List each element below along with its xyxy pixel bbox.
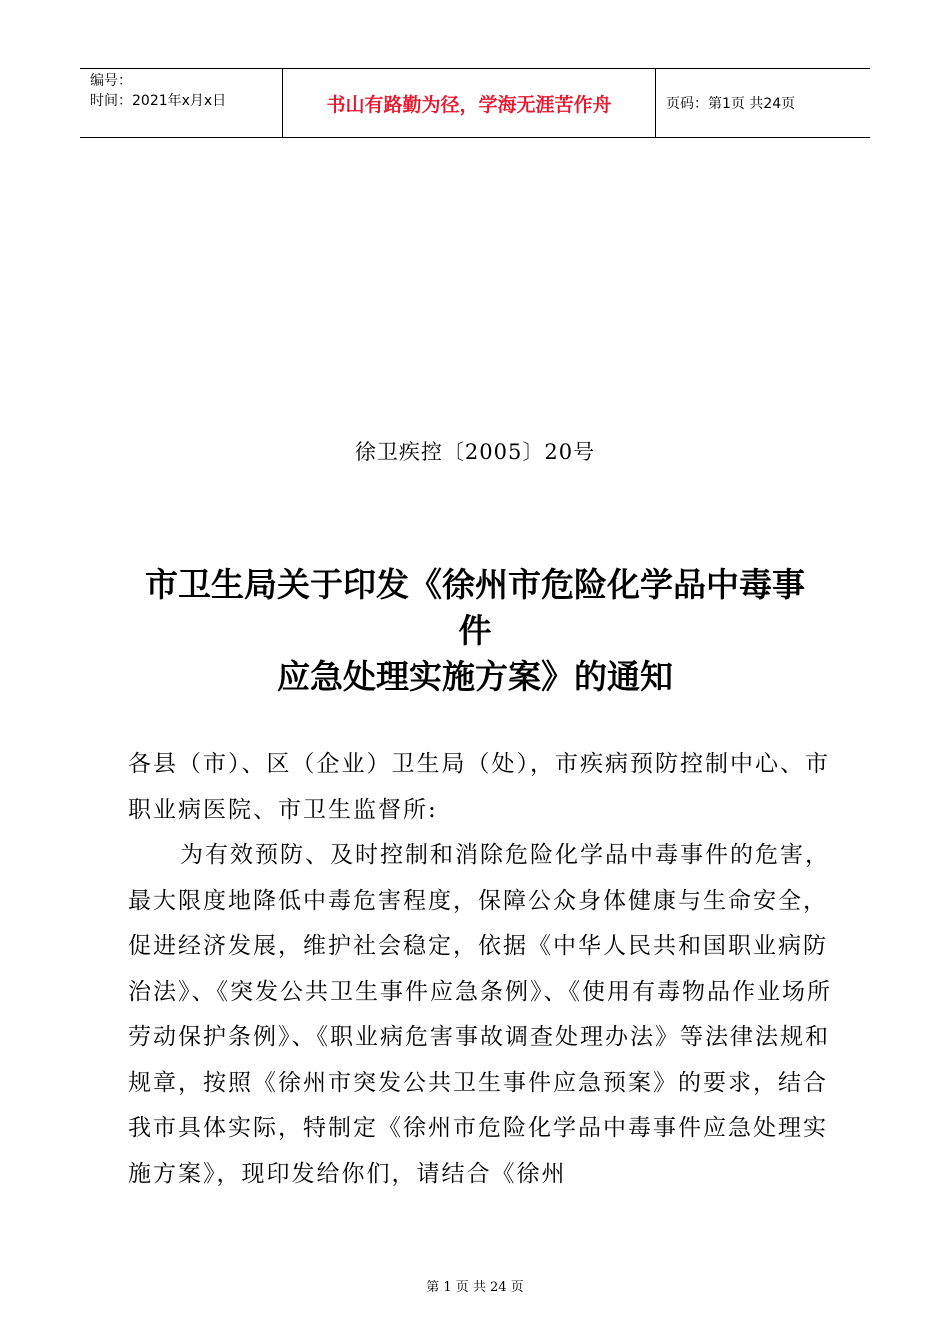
document-body [128,742,846,1197]
document-title [100,562,850,700]
page-footer: 第 1 页 共 24 页 [426,1280,524,1295]
title-line-1: 市卫生局关于印发《徐州市危险化学品中毒事 [145,565,805,604]
header-page-info: 页码：第1页 共24页 [666,96,796,112]
header-motto: 书山有路勤为径，学海无涯苦作舟 [282,69,656,137]
header-table [80,68,870,138]
title-line-2: 件 [458,611,492,650]
title-line-3: 应急处理实施方案》的通知 [277,657,673,696]
number-label: 编号： [90,73,132,89]
body-paragraph: 为有效预防、及时控制和消除危险化学品中毒事件的危害，最大限度地降低中毒危害程度，保障公众身体健康与生命安全，促进经济发展，维护社会稳定，依据《中华人民共和国职业病防治法》、《突发公共卫生事件应急条例》、《使用有毒物品作业场所劳动保护条例》、《职业病危害事故调查处理办法》等法律法规和规章，按照《徐州市突发公共卫生事件应急预案》的要求，结合我市具体实际，特制定《徐州市危险化学品中毒事件应急处理实施方案》，现印发给你们，请结合《徐州 [128,842,832,1187]
time-label: 时间：2021年x月x日 [90,93,227,109]
salutation: 各县（市）、区（企业）卫生局（处），市疾病预防控制中心、市职业病医院、市卫生监督所: [128,751,830,823]
document-number: 徐卫疾控〔2005〕20号 [354,440,596,464]
header-meta [80,69,282,137]
